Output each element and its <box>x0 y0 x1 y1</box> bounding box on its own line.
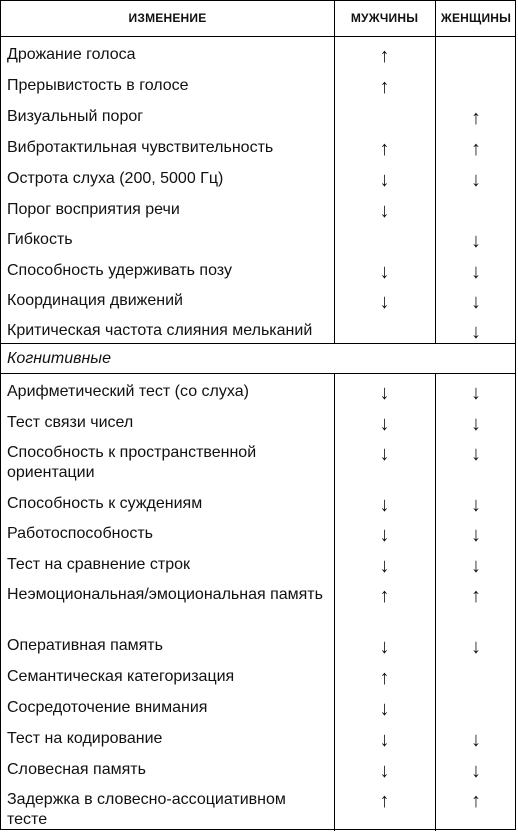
row-label: Вибротактильная чувствительность <box>7 139 274 156</box>
row-label: Арифметический тест (со слуха) <box>7 383 249 400</box>
men-arrow-icon: ↓ <box>379 729 390 751</box>
row-label: Оперативная память <box>7 637 163 654</box>
women-arrow-icon: ↓ <box>471 261 481 283</box>
row-label: Тест связи чисел <box>7 414 134 431</box>
men-arrow-icon: ↓ <box>379 698 390 720</box>
row-label: Задержка в словесно-ассоциативном тесте <box>7 791 286 828</box>
men-arrow-icon: ↑ <box>379 790 390 812</box>
women-arrow-icon: ↑ <box>471 790 481 812</box>
section-divider <box>1 373 515 374</box>
men-arrow-icon: ↑ <box>379 667 390 689</box>
women-arrow-icon: ↓ <box>471 291 481 313</box>
row-label: Словесная память <box>7 761 146 778</box>
men-arrow-icon: ↓ <box>379 200 390 222</box>
women-arrow-icon: ↓ <box>471 413 481 435</box>
row-label: Тест на кодирование <box>7 730 163 747</box>
men-arrow-icon: ↓ <box>379 291 390 313</box>
row-label: Острота слуха (200, 5000 Гц) <box>7 170 224 187</box>
men-arrow-icon: ↓ <box>379 636 390 658</box>
women-arrow-icon: ↑ <box>471 585 481 607</box>
women-arrow-icon: ↓ <box>471 321 481 343</box>
row-label: Работоспособность <box>7 525 153 542</box>
row-label: Сосредоточение внимания <box>7 699 208 716</box>
women-arrow-icon: ↓ <box>471 555 481 577</box>
header-change: ИЗМЕНЕНИЕ <box>128 11 207 25</box>
men-arrow-icon: ↓ <box>379 494 390 516</box>
women-arrow-icon: ↓ <box>471 636 481 658</box>
women-arrow-icon: ↓ <box>471 169 481 191</box>
women-arrow-icon: ↑ <box>471 107 481 129</box>
row-label: Способность к пространственной ориентации <box>7 444 257 481</box>
row-label: Координация движений <box>7 292 183 309</box>
men-arrow-icon: ↓ <box>379 382 390 404</box>
women-arrow-icon: ↓ <box>471 230 481 252</box>
row-label: Неэмоциональная/эмоциональная память <box>7 586 323 603</box>
women-arrow-icon: ↓ <box>471 524 481 546</box>
row-label: Порог восприятия речи <box>7 201 180 218</box>
section-label: Когнитивные <box>7 350 111 367</box>
row-label: Прерывистость в голосе <box>7 77 189 94</box>
row-label: Гибкость <box>7 231 73 248</box>
row-label: Способность к суждениям <box>7 495 203 512</box>
men-arrow-icon: ↑ <box>379 138 390 160</box>
row-label: Тест на сравнение строк <box>7 556 190 573</box>
row-label: Способность удерживать позу <box>7 262 232 279</box>
men-arrow-icon: ↓ <box>379 413 390 435</box>
men-arrow-icon: ↓ <box>379 555 390 577</box>
women-arrow-icon: ↓ <box>471 760 481 782</box>
row-label: Семантическая категоризация <box>7 668 235 685</box>
men-arrow-icon: ↓ <box>379 261 390 283</box>
table-header <box>1 1 515 37</box>
row-label: Дрожание голоса <box>7 46 136 63</box>
men-arrow-icon: ↑ <box>379 585 390 607</box>
women-arrow-icon: ↑ <box>471 138 481 160</box>
women-arrow-icon: ↓ <box>471 443 481 465</box>
men-arrow-icon: ↓ <box>379 443 390 465</box>
men-arrow-icon: ↓ <box>379 169 390 191</box>
header-men: МУЖЧИНЫ <box>350 11 419 25</box>
men-arrow-icon: ↑ <box>379 76 390 98</box>
header-women: ЖЕНЩИНЫ <box>440 11 512 25</box>
men-arrow-icon: ↓ <box>379 760 390 782</box>
row-label: Критическая частота слияния мельканий <box>7 322 313 339</box>
section-divider <box>1 343 515 344</box>
row-label: Визуальный порог <box>7 108 144 125</box>
men-arrow-icon: ↓ <box>379 524 390 546</box>
women-arrow-icon: ↓ <box>471 494 481 516</box>
men-arrow-icon: ↑ <box>379 45 390 67</box>
women-arrow-icon: ↓ <box>471 729 481 751</box>
women-arrow-icon: ↓ <box>471 382 481 404</box>
